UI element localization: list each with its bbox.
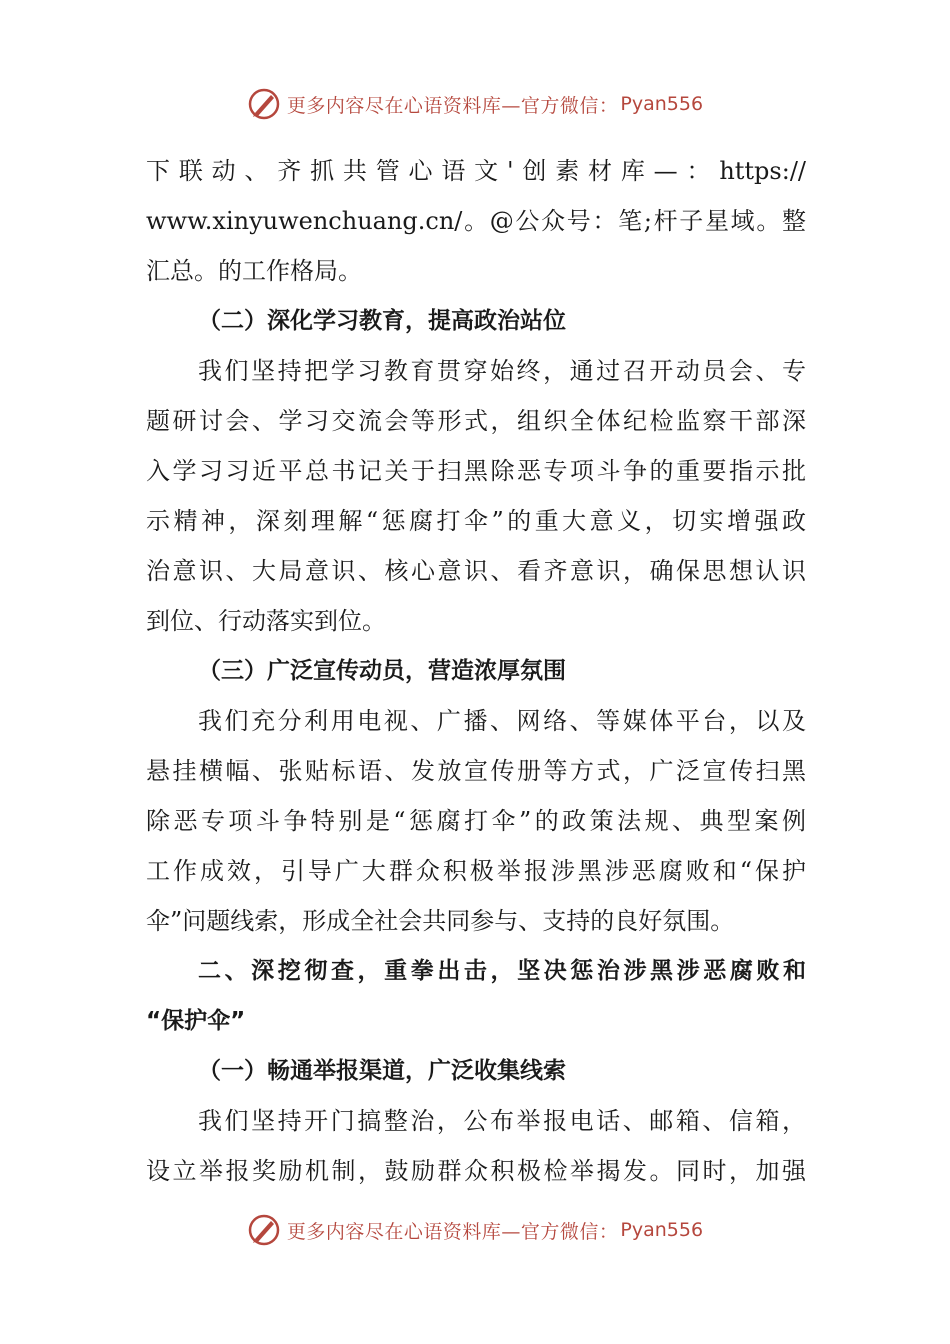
section-heading: （一）畅通举报渠道，广泛收集线索 bbox=[198, 1058, 566, 1084]
paragraph-line: 我们坚持把学习教育贯穿始终，通过召开动员会、专 bbox=[198, 357, 806, 385]
watermark-wechat-id: Pyan556 bbox=[620, 1219, 704, 1241]
paragraph-line: 设立举报奖励机制，鼓励群众积极检举揭发。同时，加强 bbox=[146, 1157, 806, 1185]
watermark-text: 更多内容尽在心语资料库—官方微信： bbox=[286, 1220, 619, 1243]
watermark-wechat-id: Pyan556 bbox=[620, 93, 704, 115]
section-heading: （二）深化学习教育，提高政治站位 bbox=[198, 308, 566, 334]
paragraph-line: 题研讨会、学习交流会等形式，组织全体纪检监察干部深 bbox=[146, 407, 806, 435]
pen-logo-icon bbox=[247, 87, 281, 121]
paragraph-line: 下联动、齐抓共管心语文'创素材库—：https:// bbox=[146, 157, 806, 185]
paragraph-line: 示精神，深刻理解“惩腐打伞”的重大意义，切实增强政 bbox=[146, 507, 806, 535]
paragraph-line: 伞”问题线索，形成全社会共同参与、支持的良好氛围。 bbox=[146, 907, 735, 935]
chapter-heading: “保护伞” bbox=[146, 1008, 246, 1034]
watermark-text: 更多内容尽在心语资料库—官方微信： bbox=[286, 94, 619, 117]
paragraph-line: 我们坚持开门搞整治，公布举报电话、邮箱、信箱， bbox=[198, 1107, 806, 1135]
pen-logo-icon bbox=[247, 1213, 281, 1247]
paragraph-line: 到位、行动落实到位。 bbox=[146, 607, 386, 635]
paragraph-line: 悬挂横幅、张贴标语、发放宣传册等方式，广泛宣传扫黑 bbox=[146, 757, 806, 785]
watermark-footer bbox=[0, 1210, 950, 1250]
paragraph-line: 汇总。的工作格局。 bbox=[146, 257, 362, 285]
paragraph-line: www.xinyuwenchuang.cn/。@公众号：笔;杆子星域。整 bbox=[146, 207, 806, 235]
paragraph-line: 我们充分利用电视、广播、网络、等媒体平台，以及 bbox=[198, 707, 806, 735]
document-body bbox=[146, 146, 806, 1196]
paragraph-line: 治意识、大局意识、核心意识、看齐意识，确保思想认识 bbox=[146, 557, 806, 585]
chapter-heading: 二、深挖彻查，重拳出击，坚决惩治涉黑涉恶腐败和 bbox=[198, 958, 806, 984]
watermark-header bbox=[0, 84, 950, 124]
paragraph-line: 工作成效，引导广大群众积极举报涉黑涉恶腐败和“保护 bbox=[146, 857, 806, 885]
paragraph-line: 入学习习近平总书记关于扫黑除恶专项斗争的重要指示批 bbox=[146, 457, 806, 485]
paragraph-line: 除恶专项斗争特别是“惩腐打伞”的政策法规、典型案例 bbox=[146, 807, 806, 835]
section-heading: （三）广泛宣传动员，营造浓厚氛围 bbox=[198, 658, 566, 684]
